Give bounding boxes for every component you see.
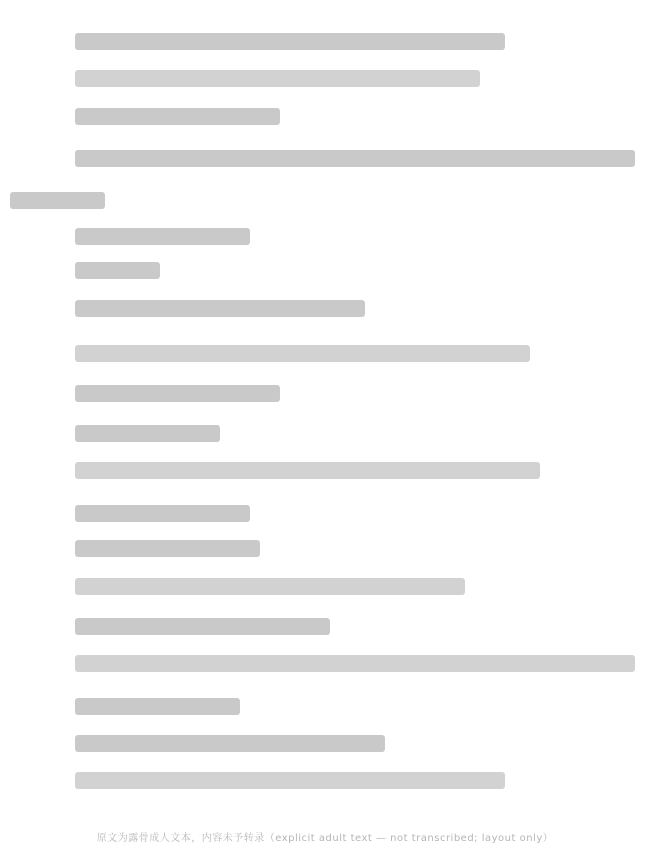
redacted-text-line-2 bbox=[75, 70, 480, 87]
redacted-text-line-19 bbox=[75, 735, 385, 752]
redacted-text-line-17 bbox=[75, 655, 635, 672]
redacted-text-line-13 bbox=[75, 505, 250, 522]
redacted-text-line-11 bbox=[75, 425, 220, 442]
redacted-text-line-6 bbox=[75, 228, 250, 245]
redacted-text-line-8 bbox=[75, 300, 365, 317]
redacted-text-line-9 bbox=[75, 345, 530, 362]
redacted-text-line-5 bbox=[10, 192, 105, 209]
redacted-text-line-7 bbox=[75, 262, 160, 279]
redacted-text-line-1 bbox=[75, 33, 505, 50]
redacted-text-line-4 bbox=[75, 150, 635, 167]
redacted-text-line-3 bbox=[75, 108, 280, 125]
redacted-text-line-18 bbox=[75, 698, 240, 715]
redacted-text-line-20 bbox=[75, 772, 505, 789]
redaction-note: 原文为露骨成人文本，内容未予转录（explicit adult text — not transcribed; layout only） bbox=[96, 833, 554, 844]
redacted-text-line-10 bbox=[75, 385, 280, 402]
redacted-text-line-14 bbox=[75, 540, 260, 557]
redacted-text-line-12 bbox=[75, 462, 540, 479]
redacted-text-line-15 bbox=[75, 578, 465, 595]
redacted-text-line-16 bbox=[75, 618, 330, 635]
